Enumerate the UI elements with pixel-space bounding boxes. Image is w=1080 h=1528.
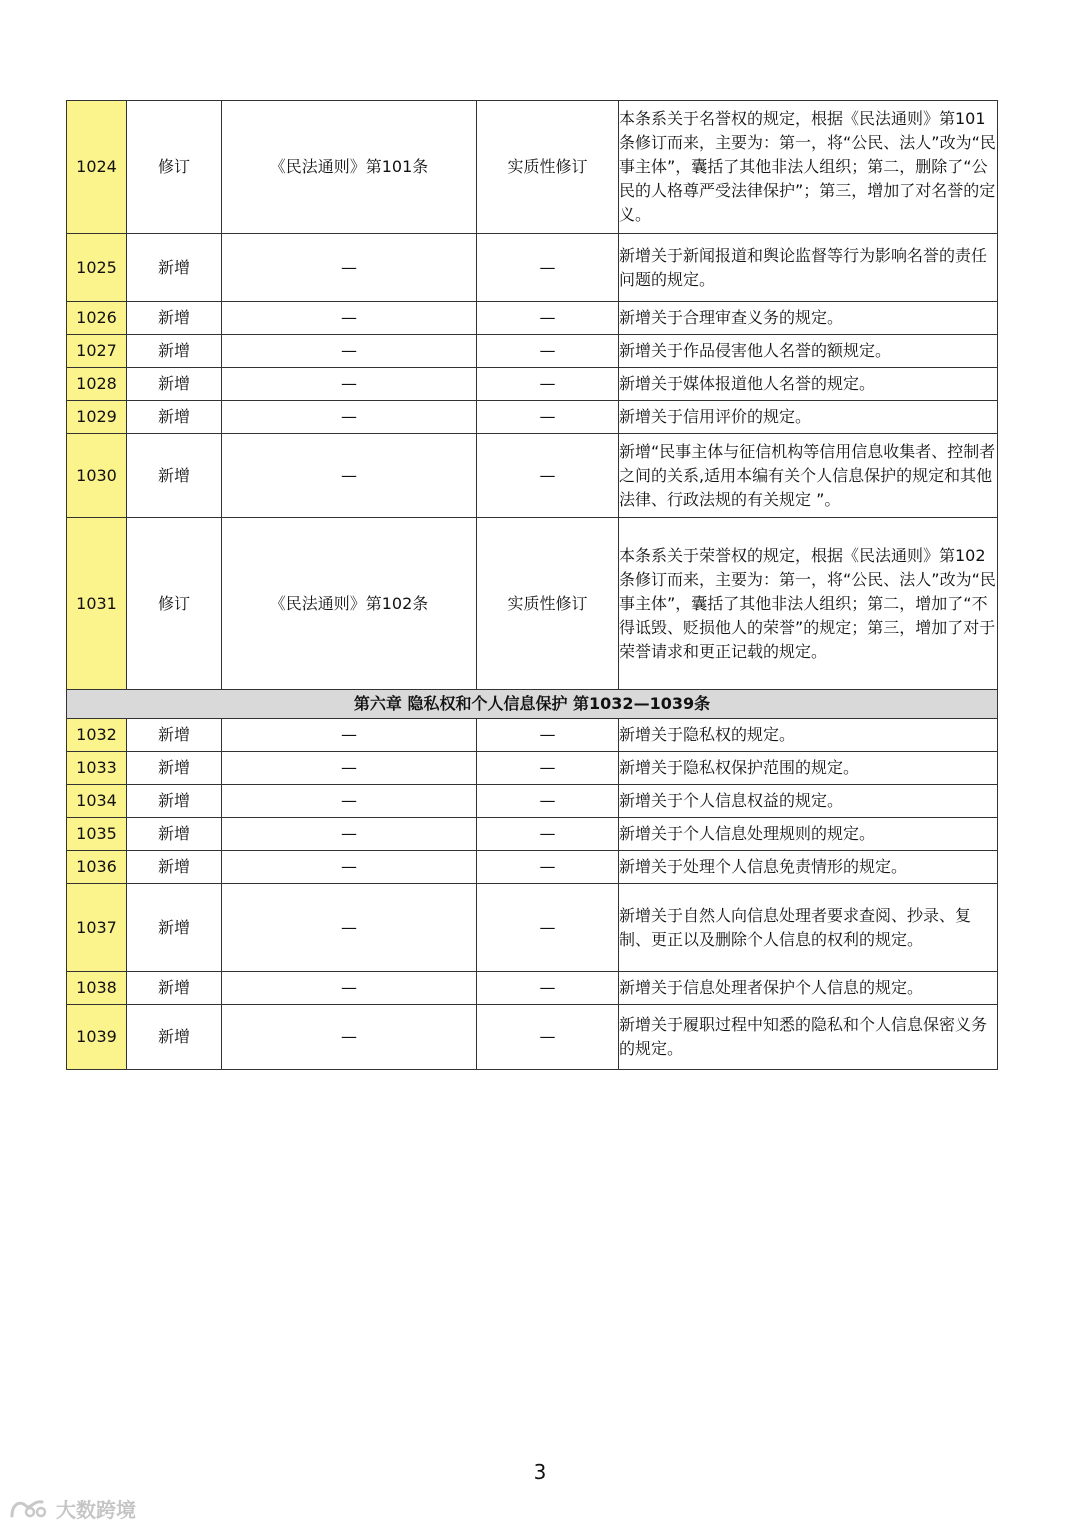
change-description: 本条系关于名誉权的规定，根据《民法通则》第101条修订而来，主要为：第一，将“公民、法人”改为“民事主体”，囊括了其他非法人组织；第二，删除了“公民的人格尊严受法律保护”；第三，增加了对名誉的定义。: [619, 101, 998, 234]
change-type: 修订: [127, 101, 222, 234]
article-number: 1026: [67, 302, 127, 335]
revision-kind: —: [477, 972, 619, 1005]
source-article: —: [222, 302, 477, 335]
revision-kind: —: [477, 818, 619, 851]
change-type: 新增: [127, 884, 222, 972]
source-article: —: [222, 434, 477, 518]
article-number: 1037: [67, 884, 127, 972]
table-row: [67, 101, 998, 234]
table-row: [67, 719, 998, 752]
revision-kind: —: [477, 401, 619, 434]
chapter-heading-row: [67, 690, 998, 719]
change-description: 新增关于作品侵害他人名誉的额规定。: [619, 335, 998, 368]
change-description: 新增关于新闻报道和舆论监督等行为影响名誉的责任问题的规定。: [619, 234, 998, 302]
change-type: 新增: [127, 302, 222, 335]
table-row: [67, 368, 998, 401]
source-article: —: [222, 401, 477, 434]
change-description: 新增关于隐私权保护范围的规定。: [619, 752, 998, 785]
revision-kind: —: [477, 1005, 619, 1070]
change-description: 新增关于信息处理者保护个人信息的规定。: [619, 972, 998, 1005]
watermark: [8, 1494, 136, 1522]
article-number: 1030: [67, 434, 127, 518]
revision-kind: —: [477, 302, 619, 335]
law-comparison-table: [66, 100, 998, 1070]
watermark-logo-icon: [8, 1496, 50, 1520]
change-description: 新增关于隐私权的规定。: [619, 719, 998, 752]
table-row: [67, 335, 998, 368]
article-number: 1025: [67, 234, 127, 302]
table-row: [67, 234, 998, 302]
article-number: 1039: [67, 1005, 127, 1070]
article-number: 1029: [67, 401, 127, 434]
change-description: 新增关于媒体报道他人名誉的规定。: [619, 368, 998, 401]
revision-kind: 实质性修订: [477, 518, 619, 690]
table-row: [67, 972, 998, 1005]
source-article: —: [222, 719, 477, 752]
revision-kind: —: [477, 752, 619, 785]
table-row: [67, 518, 998, 690]
change-type: 新增: [127, 972, 222, 1005]
change-type: 新增: [127, 434, 222, 518]
table-row: [67, 401, 998, 434]
revision-kind: —: [477, 234, 619, 302]
revision-kind: —: [477, 884, 619, 972]
change-type: 新增: [127, 335, 222, 368]
source-article: —: [222, 234, 477, 302]
change-type: 修订: [127, 518, 222, 690]
article-number: 1035: [67, 818, 127, 851]
watermark-text: 大数跨境: [56, 1497, 136, 1522]
change-type: 新增: [127, 368, 222, 401]
revision-kind: —: [477, 368, 619, 401]
table-row: [67, 818, 998, 851]
source-article: —: [222, 818, 477, 851]
revision-kind: —: [477, 434, 619, 518]
table-row: [67, 434, 998, 518]
change-description: 新增关于个人信息处理规则的规定。: [619, 818, 998, 851]
change-type: 新增: [127, 719, 222, 752]
source-article: 《民法通则》第102条: [222, 518, 477, 690]
source-article: —: [222, 752, 477, 785]
article-number: 1034: [67, 785, 127, 818]
source-article: —: [222, 335, 477, 368]
article-number: 1031: [67, 518, 127, 690]
table-row: [67, 884, 998, 972]
change-description: 新增“民事主体与征信机构等信用信息收集者、控制者之间的关系,适用本编有关个人信息保护的规定和其他法律、行政法规的有关规定 ”。: [619, 434, 998, 518]
change-type: 新增: [127, 785, 222, 818]
table-row: [67, 302, 998, 335]
revision-kind: —: [477, 719, 619, 752]
change-description: 新增关于履职过程中知悉的隐私和个人信息保密义务的规定。: [619, 1005, 998, 1070]
change-description: 新增关于自然人向信息处理者要求查阅、抄录、复制、更正以及删除个人信息的权利的规定。: [619, 884, 998, 972]
change-type: 新增: [127, 401, 222, 434]
source-article: 《民法通则》第101条: [222, 101, 477, 234]
source-article: —: [222, 851, 477, 884]
article-number: 1024: [67, 101, 127, 234]
source-article: —: [222, 785, 477, 818]
article-number: 1036: [67, 851, 127, 884]
source-article: —: [222, 972, 477, 1005]
change-description: 本条系关于荣誉权的规定，根据《民法通则》第102条修订而来，主要为：第一，将“公民、法人”改为“民事主体”，囊括了其他非法人组织；第二，增加了“不得诋毁、贬损他人的荣誉”的规定；第三，增加了对于荣誉请求和更正记载的规定。: [619, 518, 998, 690]
article-number: 1027: [67, 335, 127, 368]
change-type: 新增: [127, 851, 222, 884]
article-number: 1032: [67, 719, 127, 752]
revision-kind: —: [477, 851, 619, 884]
chapter-heading: 第六章 隐私权和个人信息保护 第1032—1039条: [67, 690, 998, 719]
table-row: [67, 851, 998, 884]
revision-kind: —: [477, 335, 619, 368]
change-description: 新增关于信用评价的规定。: [619, 401, 998, 434]
article-number: 1033: [67, 752, 127, 785]
revision-kind: 实质性修订: [477, 101, 619, 234]
revision-kind: —: [477, 785, 619, 818]
table-row: [67, 752, 998, 785]
source-article: —: [222, 368, 477, 401]
article-number: 1028: [67, 368, 127, 401]
source-article: —: [222, 1005, 477, 1070]
change-type: 新增: [127, 234, 222, 302]
page-number: 3: [533, 1460, 547, 1484]
change-type: 新增: [127, 752, 222, 785]
table-row: [67, 785, 998, 818]
source-article: —: [222, 884, 477, 972]
article-number: 1038: [67, 972, 127, 1005]
change-description: 新增关于处理个人信息免责情形的规定。: [619, 851, 998, 884]
change-type: 新增: [127, 818, 222, 851]
change-type: 新增: [127, 1005, 222, 1070]
change-description: 新增关于个人信息权益的规定。: [619, 785, 998, 818]
change-description: 新增关于合理审查义务的规定。: [619, 302, 998, 335]
table-row: [67, 1005, 998, 1070]
